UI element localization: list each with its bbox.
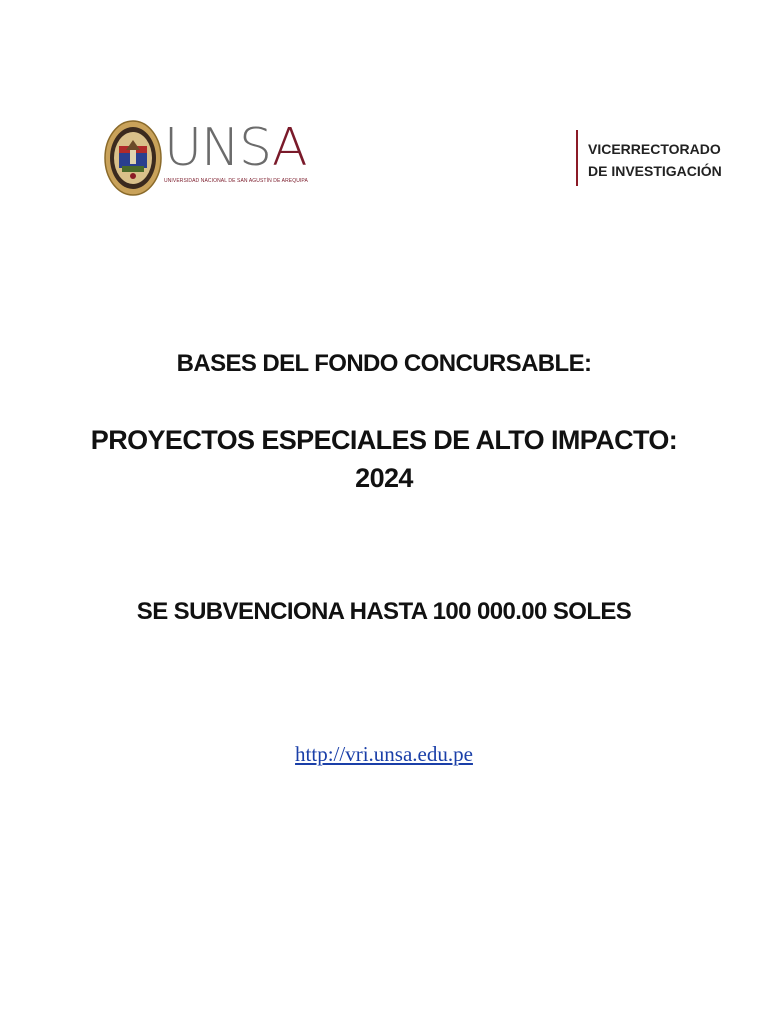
brand-prefix: UNS	[164, 118, 272, 178]
department-label	[588, 138, 722, 182]
header-divider	[576, 130, 578, 186]
unsa-logo	[104, 120, 319, 198]
department-line-1: VICERRECTORADO	[588, 141, 721, 157]
brand-accent: A	[271, 118, 307, 178]
document-title-line-2: 2024	[355, 463, 413, 493]
department-line-2: DE INVESTIGACIÓN	[588, 163, 722, 179]
university-seal-icon	[104, 120, 162, 196]
document-heading: BASES DEL FONDO CONCURSABLE:	[176, 350, 592, 377]
page-header	[0, 0, 768, 220]
vri-website-link[interactable]: http://vri.unsa.edu.pe	[295, 742, 473, 766]
unsa-wordmark	[164, 118, 319, 192]
subsidy-statement: SE SUBVENCIONA HASTA 100 000.00 SOLES	[136, 598, 632, 625]
document-title-line-1: PROYECTOS ESPECIALES DE ALTO IMPACTO:	[90, 425, 678, 455]
university-name: UNIVERSIDAD NACIONAL DE SAN AGUSTÍN DE AREQUIPA	[164, 178, 308, 184]
link-container	[0, 742, 768, 767]
